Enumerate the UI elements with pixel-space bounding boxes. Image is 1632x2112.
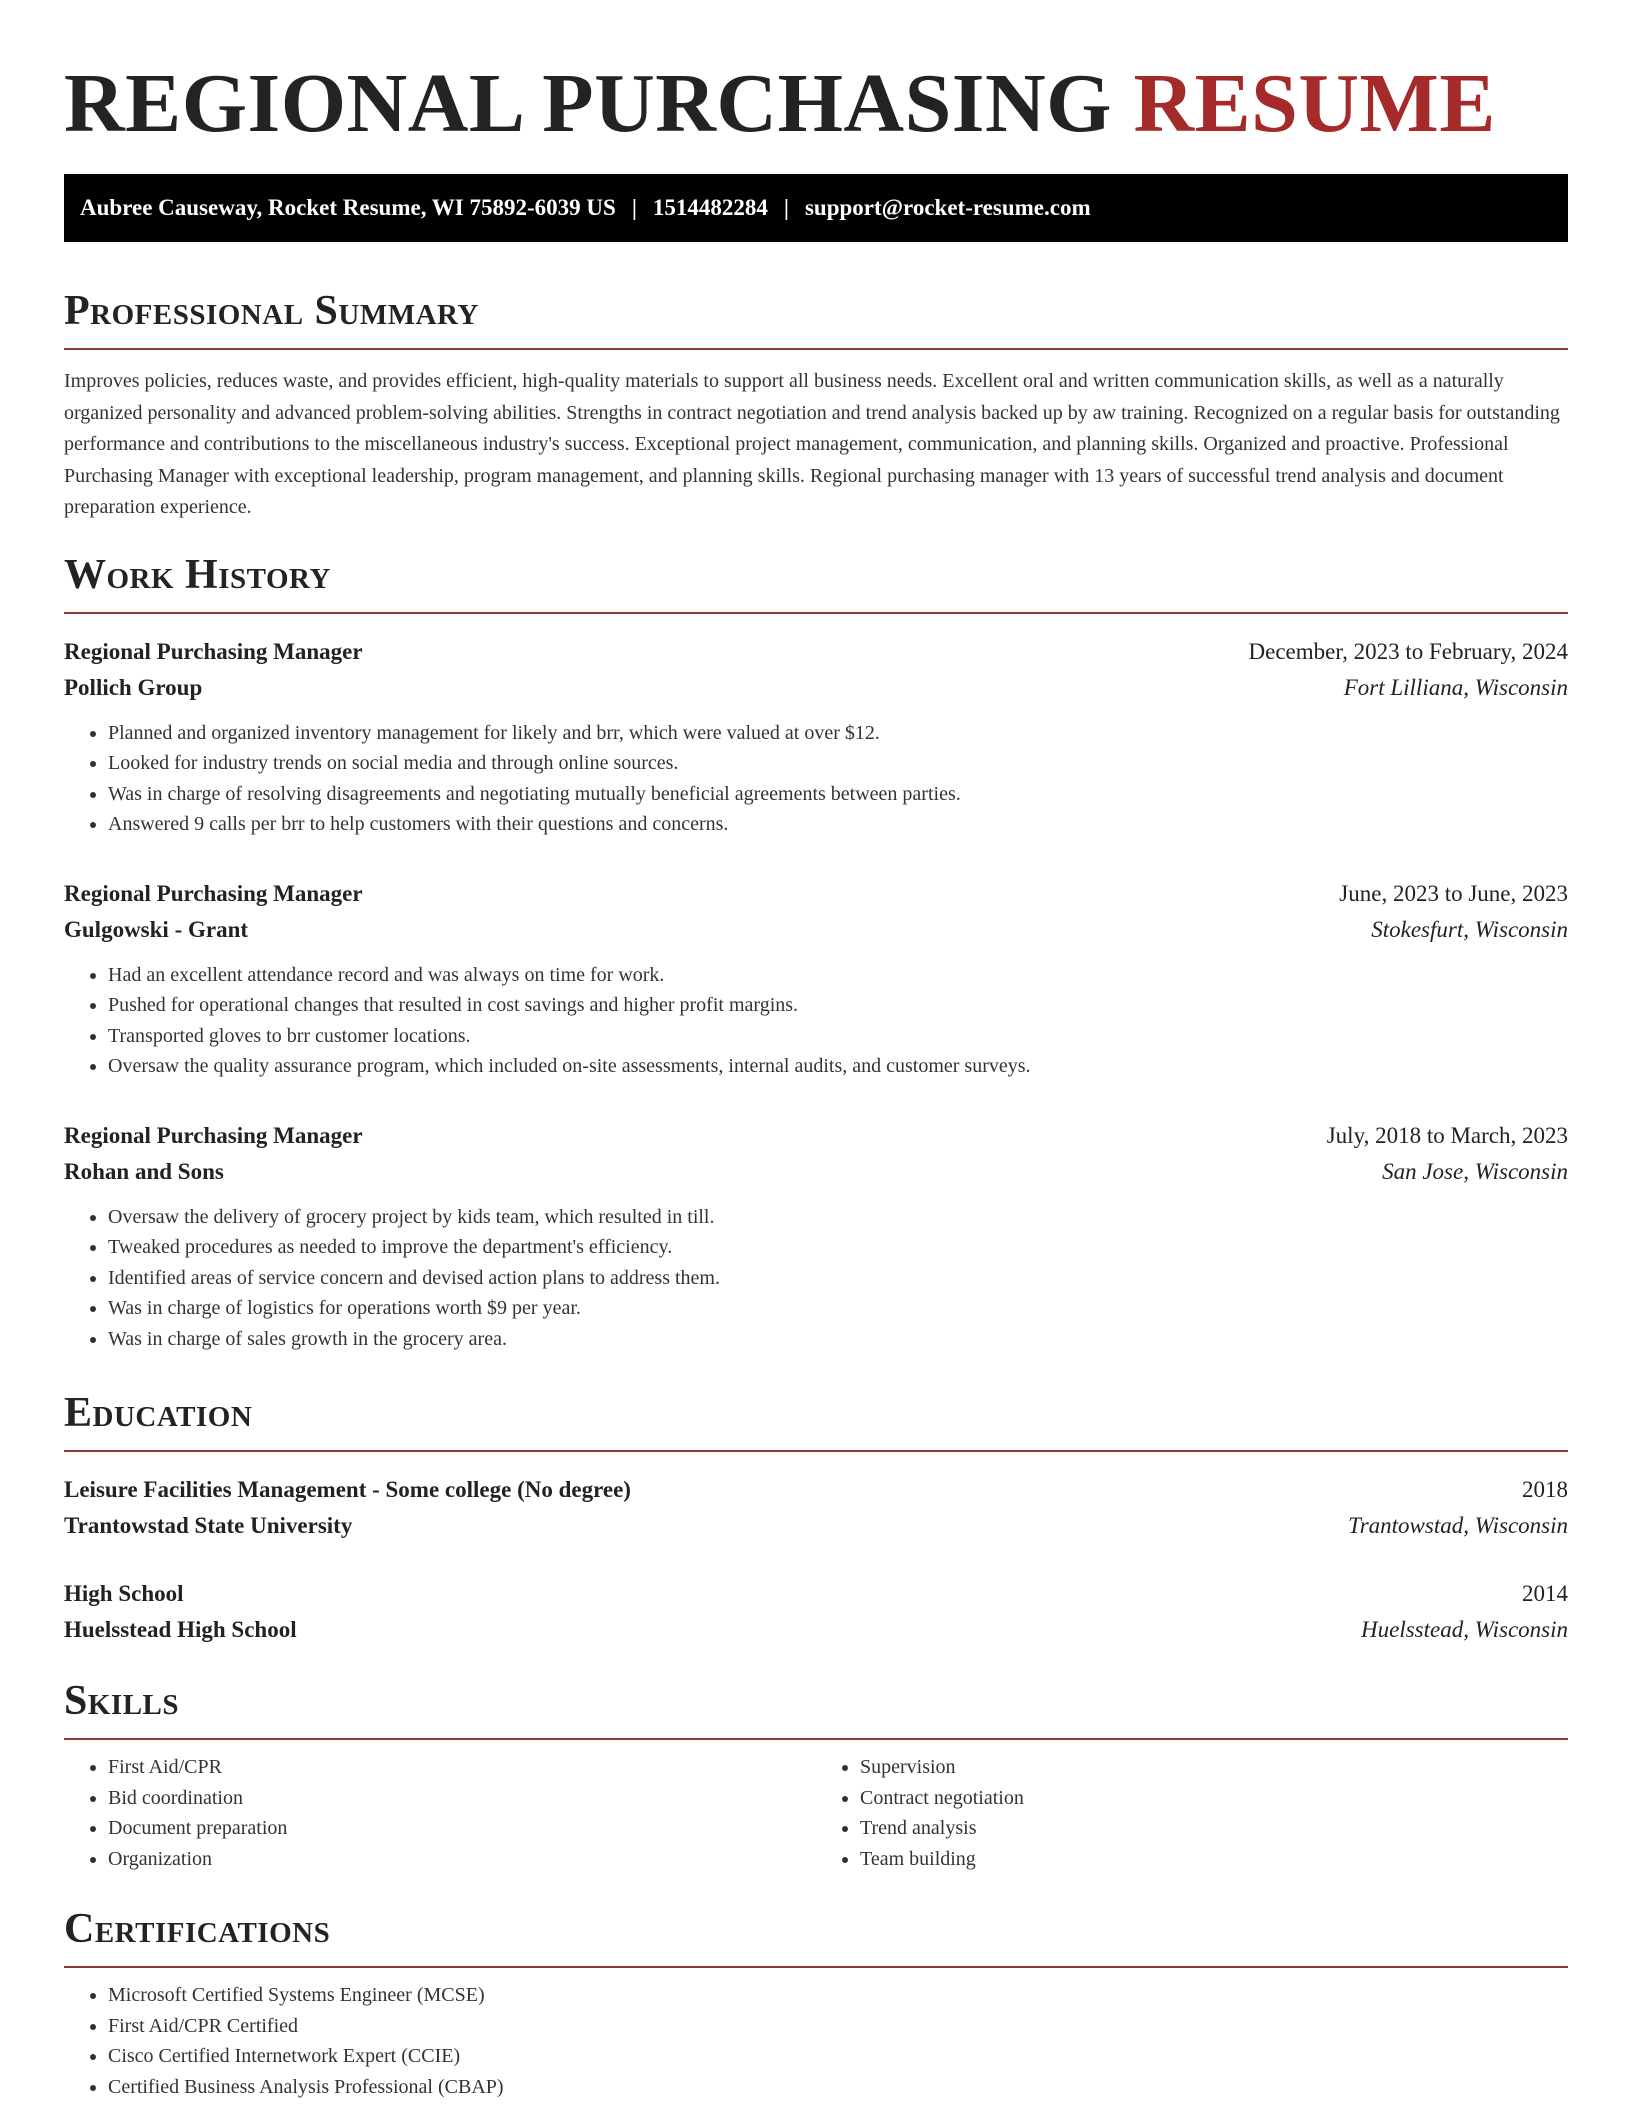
job-location: Stokesfurt, Wisconsin	[1371, 916, 1568, 942]
section-heading-skills: Skills	[64, 1676, 1568, 1740]
work-history-section	[64, 550, 1568, 1355]
job-title: Regional Purchasing Manager	[64, 880, 363, 906]
certification-item: • Microsoft Certified Systems Engineer (MCSE)	[108, 1980, 1568, 2011]
job-company: Rohan and Sons	[64, 1158, 224, 1184]
education-header-row	[64, 1472, 1568, 1508]
job-dates: June, 2023 to June, 2023	[1339, 880, 1568, 906]
contact-separator: |	[631, 195, 637, 220]
skills-list-right	[816, 1752, 1568, 1874]
job-bullet: • Was in charge of resolving disagreements and negotiating mutually beneficial agreements between parties.	[108, 779, 1568, 810]
certification-item: • Cisco Certified Internetwork Expert (CCIE)	[108, 2041, 1568, 2072]
job-header-row	[64, 1118, 1568, 1154]
education-section	[64, 1388, 1568, 1648]
job-header-row	[64, 876, 1568, 912]
job-bullet: • Oversaw the delivery of grocery project by kids team, which resulted in till.	[108, 1202, 1568, 1233]
job-bullet-list	[64, 718, 1568, 840]
job-entry	[64, 634, 1568, 840]
job-header-row	[64, 634, 1568, 670]
skill-item: • Trend analysis	[860, 1813, 1568, 1844]
job-company-row	[64, 670, 1568, 706]
education-header-row	[64, 1576, 1568, 1612]
resume-title-accent: RESUME	[1133, 57, 1496, 150]
job-bullet: • Answered 9 calls per brr to help customers with their questions and concerns.	[108, 809, 1568, 840]
job-company: Gulgowski - Grant	[64, 916, 249, 942]
contact-phone: 1514482284	[652, 195, 768, 220]
job-location: San Jose, Wisconsin	[1382, 1158, 1568, 1184]
skills-list-left	[64, 1752, 816, 1874]
job-bullet-list	[64, 1202, 1568, 1355]
skills-grid	[64, 1752, 1568, 1874]
certifications-list	[64, 1980, 1568, 2102]
job-company: Pollich Group	[64, 674, 203, 700]
certification-item: • First Aid/CPR Certified	[108, 2011, 1568, 2042]
education-school-row	[64, 1612, 1568, 1648]
education-year: 2018	[1522, 1477, 1568, 1502]
job-location: Fort Lilliana, Wisconsin	[1343, 674, 1568, 700]
job-entry	[64, 1118, 1568, 1355]
certifications-section	[64, 1904, 1568, 2102]
education-entry	[64, 1576, 1568, 1648]
job-company-row	[64, 1154, 1568, 1190]
section-heading-education: Education	[64, 1388, 1568, 1452]
job-bullet: • Pushed for operational changes that resulted in cost savings and higher profit margins.	[108, 990, 1568, 1021]
resume-title	[64, 56, 1568, 152]
skills-section	[64, 1676, 1568, 1874]
education-entry	[64, 1472, 1568, 1544]
section-heading-work-history: Work History	[64, 550, 1568, 614]
education-location: Trantowstad, Wisconsin	[1348, 1513, 1568, 1538]
contact-email: support@rocket-resume.com	[804, 195, 1091, 220]
job-bullet: • Was in charge of logistics for operations worth $9 per year.	[108, 1293, 1568, 1324]
summary-text: Improves policies, reduces waste, and provides efficient, high-quality materials to support all business needs. Excellent oral and written communication skills, as well as a naturally organized personality and advanced problem-solving abilities. Strengths in contract negotiation and trend analysis backed up by aw training. Recognized on a regular basis for outstanding performance and contributions to the miscellaneous industry's success. Exceptional project management, communication, and planning skills. Organized and proactive. Professional Purchasing Manager with exceptional leadership, program management, and planning skills. Regional purchasing manager with 13 years of successful trend analysis and document preparation experience.	[64, 370, 1560, 518]
skill-item: • Supervision	[860, 1752, 1568, 1783]
skill-item: • Document preparation	[108, 1813, 816, 1844]
job-bullet-list	[64, 960, 1568, 1082]
job-title: Regional Purchasing Manager	[64, 638, 363, 664]
skill-item: • Team building	[860, 1844, 1568, 1875]
resume-title-main: REGIONAL PURCHASING	[64, 57, 1112, 150]
job-bullet: • Looked for industry trends on social media and through online sources.	[108, 748, 1568, 779]
skill-item: • Bid coordination	[108, 1783, 816, 1814]
job-bullet: • Planned and organized inventory management for likely and brr, which were valued at over $12.	[108, 718, 1568, 749]
education-year: 2014	[1522, 1581, 1568, 1606]
education-school: Huelsstead High School	[64, 1617, 297, 1642]
contact-address: Aubree Causeway, Rocket Resume, WI 75892-6039 US	[80, 195, 616, 220]
section-heading-certifications: Certifications	[64, 1904, 1568, 1968]
job-bullet: • Had an excellent attendance record and was always on time for work.	[108, 960, 1568, 991]
education-degree: Leisure Facilities Management - Some college (No degree)	[64, 1477, 631, 1502]
skill-item: • First Aid/CPR	[108, 1752, 816, 1783]
job-dates: December, 2023 to February, 2024	[1248, 638, 1568, 664]
education-school: Trantowstad State University	[64, 1513, 353, 1538]
job-bullet: • Transported gloves to brr customer locations.	[108, 1021, 1568, 1052]
job-bullet: • Identified areas of service concern and devised action plans to address them.	[108, 1263, 1568, 1294]
contact-separator: |	[783, 195, 789, 220]
contact-bar	[64, 174, 1568, 242]
skill-item: • Contract negotiation	[860, 1783, 1568, 1814]
job-bullet: • Oversaw the quality assurance program, which included on-site assessments, internal audits, and customer surveys.	[108, 1051, 1568, 1082]
job-title: Regional Purchasing Manager	[64, 1122, 363, 1148]
certification-item: • Certified Business Analysis Professional (CBAP)	[108, 2072, 1568, 2103]
section-heading-summary: Professional Summary	[64, 286, 1568, 350]
job-company-row	[64, 912, 1568, 948]
education-school-row	[64, 1508, 1568, 1544]
job-bullet: • Was in charge of sales growth in the grocery area.	[108, 1324, 1568, 1355]
education-degree: High School	[64, 1581, 184, 1606]
job-dates: July, 2018 to March, 2023	[1326, 1122, 1568, 1148]
job-entry	[64, 876, 1568, 1082]
skill-item: • Organization	[108, 1844, 816, 1875]
job-bullet: • Tweaked procedures as needed to improve the department's efficiency.	[108, 1232, 1568, 1263]
summary-section	[64, 286, 1568, 524]
education-location: Huelsstead, Wisconsin	[1361, 1617, 1568, 1642]
